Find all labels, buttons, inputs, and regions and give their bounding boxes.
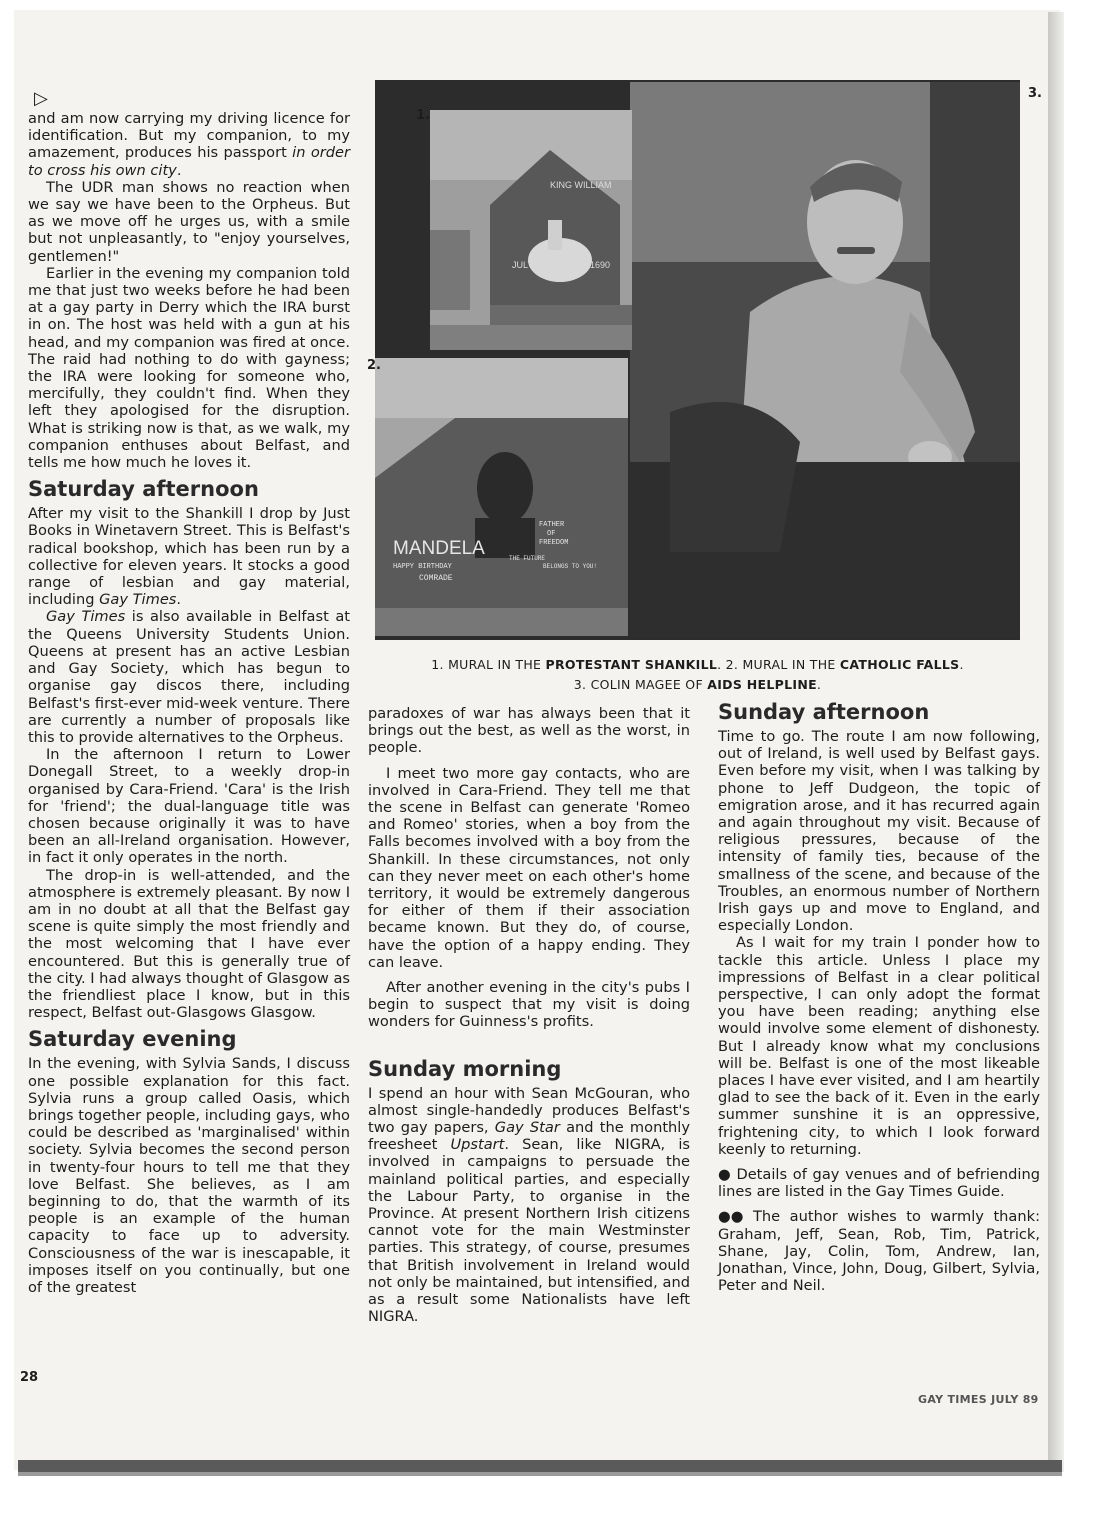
text: and am now carrying my driving licence for identification. But my companion, to my amazement, produces his passport <box>28 110 350 162</box>
photo-marker-2: 2. <box>367 358 381 373</box>
section-heading-sunday-morning: Sunday morning <box>368 1056 562 1081</box>
section-heading-sunday-afternoon: Sunday afternoon <box>718 700 930 724</box>
mural-year-right: 1690 <box>590 260 611 270</box>
caption-line-2 <box>375 675 1020 695</box>
mural-comrade: COMRADE <box>419 574 453 583</box>
continuation-mark: ▷ <box>34 88 48 109</box>
paragraph <box>368 1085 690 1326</box>
page-number: 28 <box>20 1370 39 1385</box>
scan-bottom-edge <box>18 1460 1062 1472</box>
photo-marker-1: 1. <box>416 108 430 123</box>
bullet-icon: ● <box>718 1166 731 1184</box>
italic-text: Gay Star <box>494 1119 560 1137</box>
italic-text: Gay Times <box>99 591 177 609</box>
mural-birthday: HAPPY BIRTHDAY <box>393 563 452 571</box>
paragraph <box>718 1208 1040 1294</box>
scan-bottom-edge-2 <box>18 1472 1062 1476</box>
caption-bold: CATHOLIC FALLS <box>839 657 960 672</box>
bullet-icon: ●● <box>718 1208 744 1226</box>
text: The author wishes to warmly thank: Graham, Jeff, Sean, Rob, Tim, Patrick, Shane, Jay, Colin, Tom, Andrew, Ian, Jonathan, Vince, John, Doug, Gilbert, Sylvia, Peter and Neil. <box>718 1208 1040 1295</box>
text: I spend an hour with Sean McGouran, who almost single-handedly produces Belfast's two gay papers, <box>368 1084 690 1137</box>
paragraph: In the evening, with Sylvia Sands, I discuss one possible explanation for this fact. Sylvia runs a group called Oasis, which brings together people, including gays, who could be described as 'marginalised' within society. Sylvia becomes the second person in twenty-four hours to tell me that they love Belfast. She believes, as I am beginning to do, that the warmth of its people is an example of the human capacity to face up to adversity. Consciousness of the war is inescapable, it imposes itself on you continually, but one of the greatest <box>28 1055 350 1296</box>
paragraph: The drop-in is well-attended, and the atmosphere is extremely pleasant. By now I am in no doubt at all that the Belfast gay scene is quite simply the most friendly and the most welcoming that I have ever encountered. But this is generally true of the city. I had always thought of Glasgow as the friendliest place I know, but in this respect, Belfast out-Glasgows Glasgow. <box>28 866 350 1022</box>
paragraph: Earlier in the evening my companion told me that just two weeks before he had been at a gay party in Derry which the IRA burst in on. The host was held with a gun at his head, and my companion was fired at once. The raid had nothing to do with gayness; the IRA were looking for someone who, mercifully, they couldn't find. When they left they apologised for the disruption. What is striking now is that, as we walk, my companion enthuses about Belfast, and tells me how much he loves it. <box>28 264 350 472</box>
caption-bold: AIDS HELPLINE <box>707 677 817 692</box>
italic-text: in order to cross his own city <box>28 144 350 179</box>
paragraph <box>28 110 350 179</box>
paragraph: As I wait for my train I ponder how to tackle this article. Unless I place my impressions of Belfast in a clear political perspective, I can only adopt the format you have been reading; anything else would involve some element of dishonesty. But I already know what my conclusions will be. Belfast is one of the most likeable places I have ever visited, and I am heartily glad to see the back of it. Even in the early summer sunshine it is an oppressive, frightening city, to which I look forward keenly to returning. <box>718 934 1040 1158</box>
paragraph: The UDR man shows no reaction when we say we have been to the Orpheus. But as we move off he urges us, with a smile but not unpleasantly, to "enjoy yourselves, gentlemen!" <box>28 178 350 265</box>
mural-father: FATHER <box>539 521 565 529</box>
italic-text: Upstart <box>450 1136 505 1154</box>
shankill-mural-illustration <box>430 110 632 350</box>
paragraph: In the afternoon I return to Lower Donegall Street, to a weekly drop-in organised by Cara-Friend. 'Cara' is the Irish for 'friend'; the dual-language title was chosen because originally it was to have been an all-Ireland organisation. However, in fact it only operates in the north. <box>28 746 350 867</box>
paragraph <box>28 608 350 746</box>
photo-colin-magee <box>630 82 1020 638</box>
photo-marker-3: 3. <box>1028 86 1042 101</box>
italic-text: Gay Times <box>46 608 126 626</box>
caption-text: . 2. MURAL IN THE <box>717 657 840 672</box>
paragraph: I meet two more gay contacts, who are involved in Cara-Friend. They tell me that the scene in Belfast can generate 'Romeo and Romeo' stories, when a boy from the Falls becomes involved with a boy from the Shankill. In these circumstances, not only can they never meet on each other's home territory, it would be extremely dangerous for either of them if their association became known. But they do, of course, have the option of a happy ending. They can leave. <box>368 764 690 971</box>
mural-of: OF <box>547 530 556 538</box>
text: . <box>176 161 182 179</box>
falls-mural-illustration <box>375 358 628 636</box>
text: and the monthly freesheet <box>368 1119 690 1154</box>
caption-bold: PROTESTANT SHANKILL <box>545 657 718 672</box>
section-heading-saturday-afternoon: Saturday afternoon <box>28 477 259 502</box>
mural-freedom: FREEDOM <box>539 539 569 547</box>
article-column-1 <box>28 110 350 1296</box>
caption-text: . <box>816 677 822 692</box>
mural-year-left: JULY <box>512 260 534 270</box>
paragraph <box>28 505 350 608</box>
mural-future: THE FUTURE <box>509 555 546 562</box>
text: After my visit to the Shankill I drop by Just Books in Winetavern Street. This is Belfast's radical bookshop, which has been run by a collective for eleven years. It stocks a good range of lesbian and gay material, including <box>28 505 350 609</box>
photo-shankill-mural <box>430 110 632 350</box>
paragraph: paradoxes of war has always been that it brings out the best, as well as the worst, in people. <box>368 705 690 757</box>
article-column-2 <box>368 705 690 1326</box>
section-heading-saturday-evening: Saturday evening <box>28 1027 237 1052</box>
magazine-footer: GAY TIMES JULY 89 <box>918 1393 1039 1406</box>
portrait-illustration <box>630 82 1020 638</box>
caption-line-1 <box>375 655 1020 675</box>
paragraph: After another evening in the city's pubs I begin to suspect that my visit is doing wonders for Guinness's profits. <box>368 979 690 1031</box>
text: Details of gay venues and of befriending lines are listed in the Gay Times Guide. <box>718 1166 1040 1201</box>
text: . Sean, like NIGRA, is involved in campaigns to persuade the mainland political parties, and especially the Labour Party, to organise in the Province. At present Northern Irish citizens cannot vote for the main Westminster parties. This strategy, of course, presumes that British involvement in Ireland would not only be maintained, but intensified, and as a result some Nationalists have left NIGRA. <box>368 1136 690 1326</box>
paragraph: Time to go. The route I am now following, out of Ireland, is well used by Belfast gays. Even before my visit, when I was talking by phone to Jeff Dudgeon, the topic of emigration arose, and it has recurred again and again throughout my visit. Because of religious pressures, because of the intensity of family ties, because of the smallness of the scene, and because of the Troubles, an enormous number of Northern Irish gays up and move to England, and especially London. <box>718 728 1040 935</box>
article-column-3 <box>718 700 1040 1295</box>
caption-text: 1. MURAL IN THE <box>431 657 546 672</box>
caption-text: . <box>959 657 964 672</box>
photo-caption <box>375 655 1020 695</box>
text: . <box>176 591 182 609</box>
mural-belongs: BELONGS TO YOU! <box>543 563 598 570</box>
gable-text: KING WILLIAM <box>550 180 612 190</box>
photo-falls-mural <box>375 358 628 636</box>
mural-mandela: MANDELA <box>393 538 485 559</box>
caption-text: 3. COLIN MAGEE OF <box>573 677 708 692</box>
paragraph <box>718 1166 1040 1200</box>
text: is also available in Belfast at the Queens University Students Union. Queens at present has an active Lesbian and Gay Society, which has begun to organise gay discos there, including Belfast's first-ever mid-week venture. There are currently a number of proposals like this to provide alternatives to the Orpheus. <box>28 608 351 746</box>
page-edge-shadow <box>1048 12 1064 1472</box>
